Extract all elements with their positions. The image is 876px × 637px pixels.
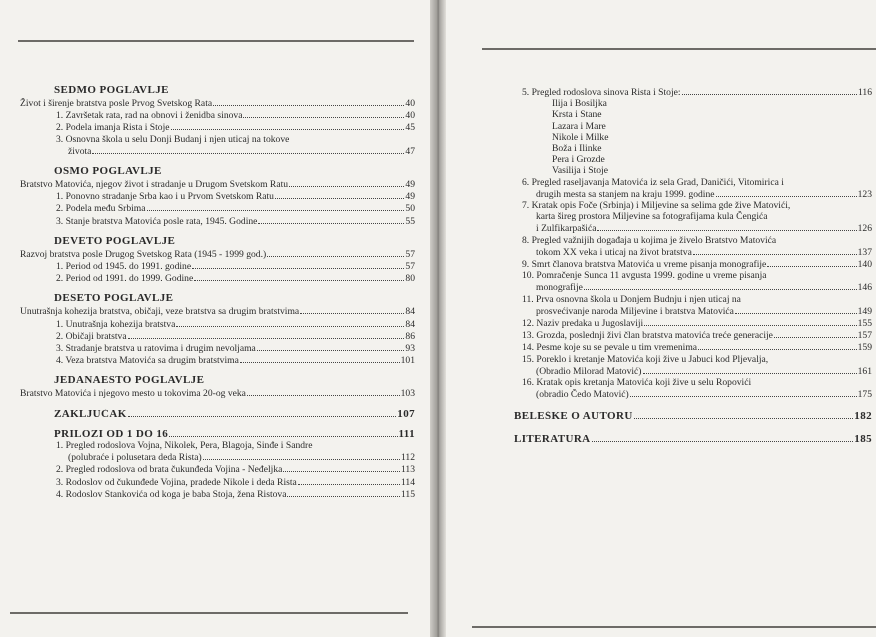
dot-leader — [584, 281, 857, 290]
entry-title: ZAKLJUČAK — [54, 408, 127, 420]
dot-leader — [698, 341, 857, 350]
entry-title: Unutrašnja kohezija bratstva, običaji, veze bratstva sa drugim bratstvima — [20, 306, 300, 318]
entry-title: (obradio Čedo Matović) — [536, 389, 629, 401]
entry-title: monografije — [536, 282, 583, 294]
entry-title: PRILOZI OD 1 DO 16 — [54, 428, 169, 440]
page-number: 111 — [398, 427, 415, 440]
dot-leader — [767, 258, 856, 267]
entry-title: 2. Pregled rodoslova od brata čukunđeda Vojina - Neđeljka — [56, 464, 283, 476]
entry-title: i Zulfikarpašića — [536, 223, 597, 235]
dot-leader — [774, 329, 857, 338]
page-number: 146 — [857, 282, 872, 294]
dot-leader — [592, 433, 854, 442]
page-number: 137 — [857, 246, 872, 258]
page-number: 103 — [400, 388, 415, 400]
dot-leader — [630, 388, 857, 397]
dot-leader — [289, 178, 404, 187]
page-number: 84 — [405, 306, 415, 318]
dot-leader — [634, 410, 854, 419]
dot-leader — [240, 354, 400, 363]
dot-leader — [275, 190, 404, 199]
appendix-entry — [514, 294, 872, 305]
right-bottom-rule — [472, 626, 876, 628]
entry-title: BELEŠKE O AUTORU — [514, 411, 633, 423]
page-number: 112 — [400, 452, 415, 464]
entry-title: 9. Smrt članova bratstva Matovića u vreme pisanja monografije — [522, 259, 767, 271]
entry-title: 2. Podela među Srbima — [56, 203, 146, 215]
lineage-name: Boža i Ilinke — [552, 143, 602, 155]
page-number: 49 — [405, 179, 415, 191]
toc-entry — [20, 190, 415, 202]
dot-leader — [644, 317, 856, 326]
toc-entry — [20, 260, 415, 272]
entry-title: Bratstvo Matovića, njegov život i stradanje u Drugom Svetskom Ratu — [20, 179, 289, 191]
entry-title: Život i širenje bratstva posle Prvog Svetskog Rata — [20, 98, 213, 109]
page-number: 113 — [400, 464, 415, 476]
appendix-entry-continuation — [514, 365, 872, 377]
right-top-rule — [482, 48, 876, 50]
appendix-entry-continuation — [514, 388, 872, 400]
page-number: 40 — [405, 98, 415, 109]
toc-entry — [20, 97, 415, 109]
entry-title: 1. Završetak rata, rad na obnovi i ženidba sinova — [56, 110, 243, 122]
appendix-entry — [514, 354, 872, 365]
page-number: 55 — [405, 215, 415, 227]
dot-leader — [128, 408, 397, 417]
entry-title: 14. Pesme koje su se pevale u tim vremenima — [522, 342, 698, 354]
toc-entry — [20, 121, 415, 133]
toc-entry — [20, 305, 415, 317]
about-author-entry — [514, 410, 872, 422]
page-number: 155 — [857, 318, 872, 330]
entry-title: 3. Rodoslov od čukunđede Vojina, pradede Nikole i deda Rista — [56, 476, 297, 488]
chapter-heading: DEVETO POGLAVLJE — [54, 234, 176, 247]
page-number: 101 — [400, 355, 415, 367]
page-number: 107 — [397, 407, 415, 420]
dot-leader — [267, 248, 404, 257]
page-number: 185 — [854, 432, 872, 445]
appendix-entry — [20, 451, 415, 463]
toc-entry — [20, 134, 415, 145]
entry-title: 4. Veza bratstva Matovića sa drugim bratstvima — [56, 355, 239, 367]
appendix-entry — [20, 463, 415, 475]
page-number: 84 — [405, 318, 415, 330]
lineage-name: Vasilija i Stoje — [552, 165, 608, 177]
chapter-heading: DESETO POGLAVLJE — [54, 292, 174, 305]
entry-title: života — [68, 145, 92, 157]
toc-entry — [20, 318, 415, 330]
entry-title: 1. Ponovno stradanje Srba kao i u Prvom Svetskom Ratu — [56, 191, 274, 203]
entry-title: 3. Stradanje bratstva u ratovima i drugim nevoljama — [56, 343, 256, 355]
dot-leader — [171, 121, 405, 130]
entry-title: 11. Prva osnovna škola u Donjem Budnju i njen uticaj na — [522, 293, 741, 305]
appendix-entry — [514, 86, 872, 98]
conclusion-entry — [20, 408, 415, 420]
dot-leader — [300, 305, 404, 314]
dot-leader — [128, 330, 405, 339]
lineage-name: Nikole i Milke — [552, 131, 609, 143]
dot-leader — [169, 428, 397, 437]
page-number: 182 — [854, 410, 872, 423]
toc-entry — [20, 330, 415, 342]
chapter-heading: JEDANAESTO POGLAVLJE — [54, 374, 205, 387]
page-number: 50 — [405, 203, 415, 215]
dot-leader — [203, 451, 400, 460]
entry-title: 12. Naziv predaka u Jugoslaviji — [522, 318, 644, 330]
dot-leader — [92, 145, 404, 154]
entry-title: LITERATURA — [514, 433, 591, 445]
page-number: 123 — [857, 188, 872, 200]
entry-title: 2. Period od 1991. do 1999. Godine — [56, 273, 194, 285]
lineage-name: Ilija i Bosiljka — [552, 98, 607, 110]
dot-leader — [194, 272, 404, 281]
entry-title: 2. Podela imanja Rista i Stoje — [56, 122, 170, 134]
toc-entry — [20, 248, 415, 260]
toc-entry — [20, 178, 415, 190]
dot-leader — [643, 365, 857, 374]
page-number: 126 — [857, 223, 872, 235]
entry-title: 1. Pregled rodoslova Vojna, Nikolek, Pera, Blagoja, Sinđe i Sandre — [56, 440, 313, 452]
page-number: 116 — [857, 87, 872, 98]
appendix-entry-continuation — [514, 246, 872, 258]
toc-entry — [20, 342, 415, 354]
entry-title: 15. Poreklo i kretanje Matovića koji žive u Jabuci kod Pljevalja, — [522, 353, 769, 365]
dot-leader — [176, 318, 404, 327]
appendix-entry — [514, 341, 872, 353]
appendix-entry — [514, 270, 872, 281]
dot-leader — [735, 305, 857, 314]
appendix-entry — [514, 258, 872, 270]
page-number: 86 — [405, 330, 415, 342]
page-number: 140 — [857, 259, 872, 271]
appendix-entry-continuation — [514, 281, 872, 293]
page-number: 157 — [857, 330, 872, 342]
entry-title: 3. Osnovna škola u selu Donji Budanj i njen uticaj na tokove — [56, 133, 290, 145]
page-number: 114 — [400, 476, 415, 488]
dot-leader — [716, 188, 857, 197]
entry-title: drugih mesta sa stanjem na kraju 1999. godine — [536, 188, 715, 200]
chapter-heading: OSMO POGLAVLJE — [54, 165, 162, 178]
dot-leader — [693, 246, 857, 255]
dot-leader — [283, 463, 400, 472]
appendix-entry — [20, 440, 415, 451]
toc-entry — [20, 202, 415, 214]
chapter-heading: SEDMO POGLAVLJE — [54, 84, 169, 96]
appendix-entry — [514, 377, 872, 388]
entry-title: 2. Običaji bratstva — [56, 330, 127, 342]
page-number: 47 — [405, 145, 415, 157]
entry-title: 16. Kratak opis kretanja Matovića koji žive u selu Ropovići — [522, 377, 752, 389]
toc-entry — [20, 215, 415, 227]
entry-title: 6. Pregled raseljavanja Matovića iz sela Grad, Daničići, Vitomirica i — [522, 176, 784, 188]
entry-title: 3. Stanje bratstva Matovića posle rata, 1945. Godine — [56, 215, 258, 227]
appendix-entry — [514, 317, 872, 329]
dot-leader — [298, 476, 400, 485]
appendix-entry — [514, 329, 872, 341]
page-number: 57 — [405, 248, 415, 260]
appendix-entry — [20, 488, 415, 500]
page-number: 45 — [405, 122, 415, 134]
appendix-entry-continuation — [514, 188, 872, 200]
entry-title: 7. Kratak opis Foče (Srbinja) i Miljevine sa selima gde žive Matovići, — [522, 200, 791, 212]
entry-title: 10. Pomračenje Sunca 11 avgusta 1999. godine u vreme pisanja — [522, 270, 767, 282]
appendix-entry-continuation — [514, 222, 872, 234]
dot-leader — [682, 86, 857, 95]
appendix-entry — [20, 476, 415, 488]
dot-leader — [243, 109, 404, 118]
page-number: 149 — [857, 305, 872, 317]
entry-title: prosvećivanje naroda Miljevine i bratstva Matovića — [536, 305, 734, 317]
dot-leader — [192, 260, 404, 269]
entry-title: 1. Period od 1945. do 1991. godine — [56, 261, 192, 273]
page-number: 80 — [405, 273, 415, 285]
page-number: 159 — [857, 342, 872, 354]
dot-leader — [258, 215, 404, 224]
dot-leader — [597, 222, 856, 231]
entry-title: 8. Pregled važnijih događaja u kojima je živelo Bratstvo Matovića — [522, 234, 777, 246]
left-bottom-rule — [10, 612, 408, 614]
dot-leader — [287, 488, 399, 497]
entry-title: (polubraće i polusetara deda Rista) — [68, 452, 202, 464]
left-table-of-contents — [20, 84, 415, 500]
toc-entry — [20, 354, 415, 366]
entry-title: karta šireg prostora Miljevine sa fotografijama kula Čengića — [536, 211, 768, 223]
page-number: 49 — [405, 191, 415, 203]
entry-title: (Obradio Milorad Matović) — [536, 365, 642, 377]
page-number: 115 — [400, 488, 415, 500]
appendix-entry-continuation — [514, 305, 872, 317]
entry-title: Bratstvo Matovića i njegovo mesto u tokovima 20-og veka — [20, 388, 246, 400]
appendix-entry — [514, 200, 872, 211]
toc-entry — [20, 272, 415, 284]
entry-title: 4. Rodoslov Stankovića od koga je baba Stoja, žena Ristova — [56, 488, 287, 500]
appendix-entry-continuation — [514, 211, 872, 222]
toc-entry — [20, 109, 415, 121]
left-top-rule — [18, 40, 414, 42]
page-number: 175 — [857, 389, 872, 401]
right-table-of-contents — [514, 86, 872, 445]
page-number: 93 — [405, 343, 415, 355]
entry-title: 5. Pregled rodoslova sinova Rista i Stoje: — [522, 87, 681, 98]
entry-title: Razvoj bratstva posle Drugog Svetskog Rata (1945 - 1999 god.) — [20, 248, 267, 260]
toc-entry — [20, 387, 415, 399]
dot-leader — [257, 342, 405, 351]
entry-title: 13. Grozda, poslednji živi član bratstva matovića treće generacije — [522, 330, 773, 342]
page-number: 161 — [857, 365, 872, 377]
lineage-name: Krsta i Stane — [552, 109, 602, 121]
dot-leader — [247, 387, 400, 396]
appendices-entry — [20, 428, 415, 440]
dot-leader — [147, 202, 405, 211]
book-gutter — [430, 0, 446, 637]
literature-entry — [514, 433, 872, 445]
page-number: 57 — [405, 261, 415, 273]
entry-title: tokom XX veka i uticaj na život bratstva — [536, 246, 692, 258]
dot-leader — [213, 97, 404, 106]
lineage-name: Lazara i Mare — [552, 120, 606, 132]
lineage-name: Pera i Grozde — [552, 154, 605, 166]
entry-title: 1. Unutrašnja kohezija bratstva — [56, 318, 176, 330]
appendix-entry — [514, 177, 872, 188]
page-number: 40 — [405, 110, 415, 122]
toc-entry-continuation — [20, 145, 415, 157]
appendix-entry — [514, 235, 872, 246]
